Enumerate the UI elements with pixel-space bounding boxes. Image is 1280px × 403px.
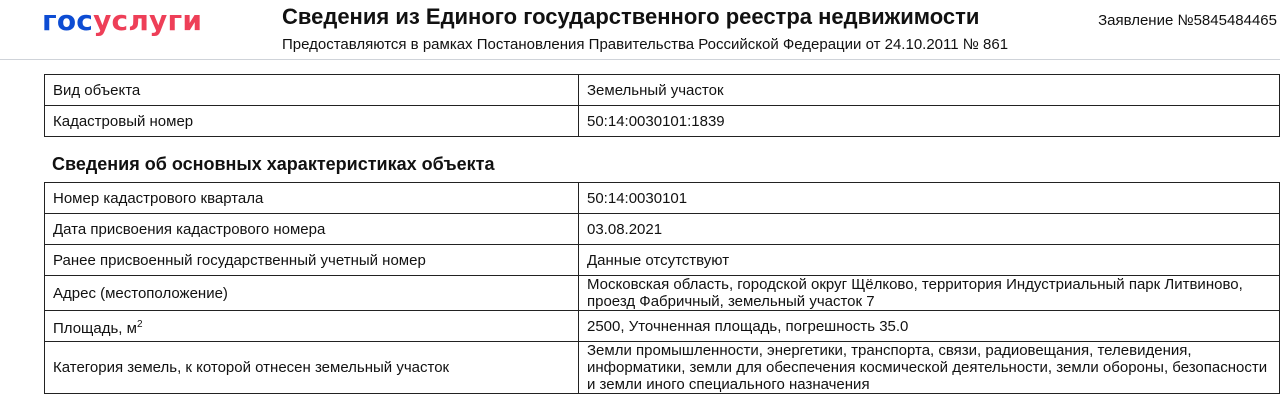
table-row — [45, 183, 1280, 214]
prev-number-label: Ранее присвоенный государственный учетный номер — [45, 245, 579, 276]
table-row — [45, 276, 1280, 311]
characteristics-table — [44, 182, 1280, 394]
area-label-cell — [45, 311, 579, 342]
object-type-value: Земельный участок — [579, 75, 1280, 106]
area-value: 2500, Уточненная площадь, погрешность 35.0 — [579, 311, 1280, 342]
document-subtitle: Предоставляются в рамках Постановления Правительства Российской Федерации от 24.10.2011 № 861 — [282, 36, 1009, 53]
table-row — [45, 106, 1280, 137]
object-type-label: Вид объекта — [45, 75, 579, 106]
document-header — [0, 0, 1280, 60]
quarter-label: Номер кадастрового квартала — [45, 183, 579, 214]
table-row — [45, 214, 1280, 245]
table-row — [45, 311, 1280, 342]
date-label: Дата присвоения кадастрового номера — [45, 214, 579, 245]
document-title: Сведения из Единого государственного реестра недвижимости — [282, 4, 980, 29]
logo-part-uslugi: услуги — [93, 4, 203, 37]
gosuslugi-logo — [42, 4, 202, 37]
cadastral-number-value: 50:14:0030101:1839 — [579, 106, 1280, 137]
area-label: Площадь, м — [53, 319, 137, 337]
quarter-value: 50:14:0030101 — [579, 183, 1280, 214]
section-title: Сведения об основных характеристиках объекта — [52, 154, 495, 174]
cadastral-number-label: Кадастровый номер — [45, 106, 579, 137]
table-row — [45, 342, 1280, 394]
address-label: Адрес (местоположение) — [45, 276, 579, 311]
object-info-table — [44, 74, 1280, 137]
header-divider — [0, 59, 1280, 60]
area-unit-superscript: 2 — [136, 318, 143, 330]
category-label: Категория земель, к которой отнесен земельный участок — [45, 342, 579, 394]
table-row — [45, 245, 1280, 276]
prev-number-value: Данные отсутствуют — [579, 245, 1280, 276]
date-value: 03.08.2021 — [579, 214, 1280, 245]
table-row — [45, 75, 1280, 106]
application-number: Заявление №5845484465 — [1098, 12, 1277, 29]
category-value: Земли промышленности, энергетики, транспорта, связи, радиовещания, телевидения, информатики, земли для обеспечения космической деятельности, земли обороны, безопасности и земли иного специального назначения — [579, 342, 1280, 394]
address-value: Московская область, городской округ Щёлково, территория Индустриальный парк Литвиново, проезд Фабричный, земельный участок 7 — [579, 276, 1280, 311]
logo-part-gos: гос — [42, 4, 94, 37]
